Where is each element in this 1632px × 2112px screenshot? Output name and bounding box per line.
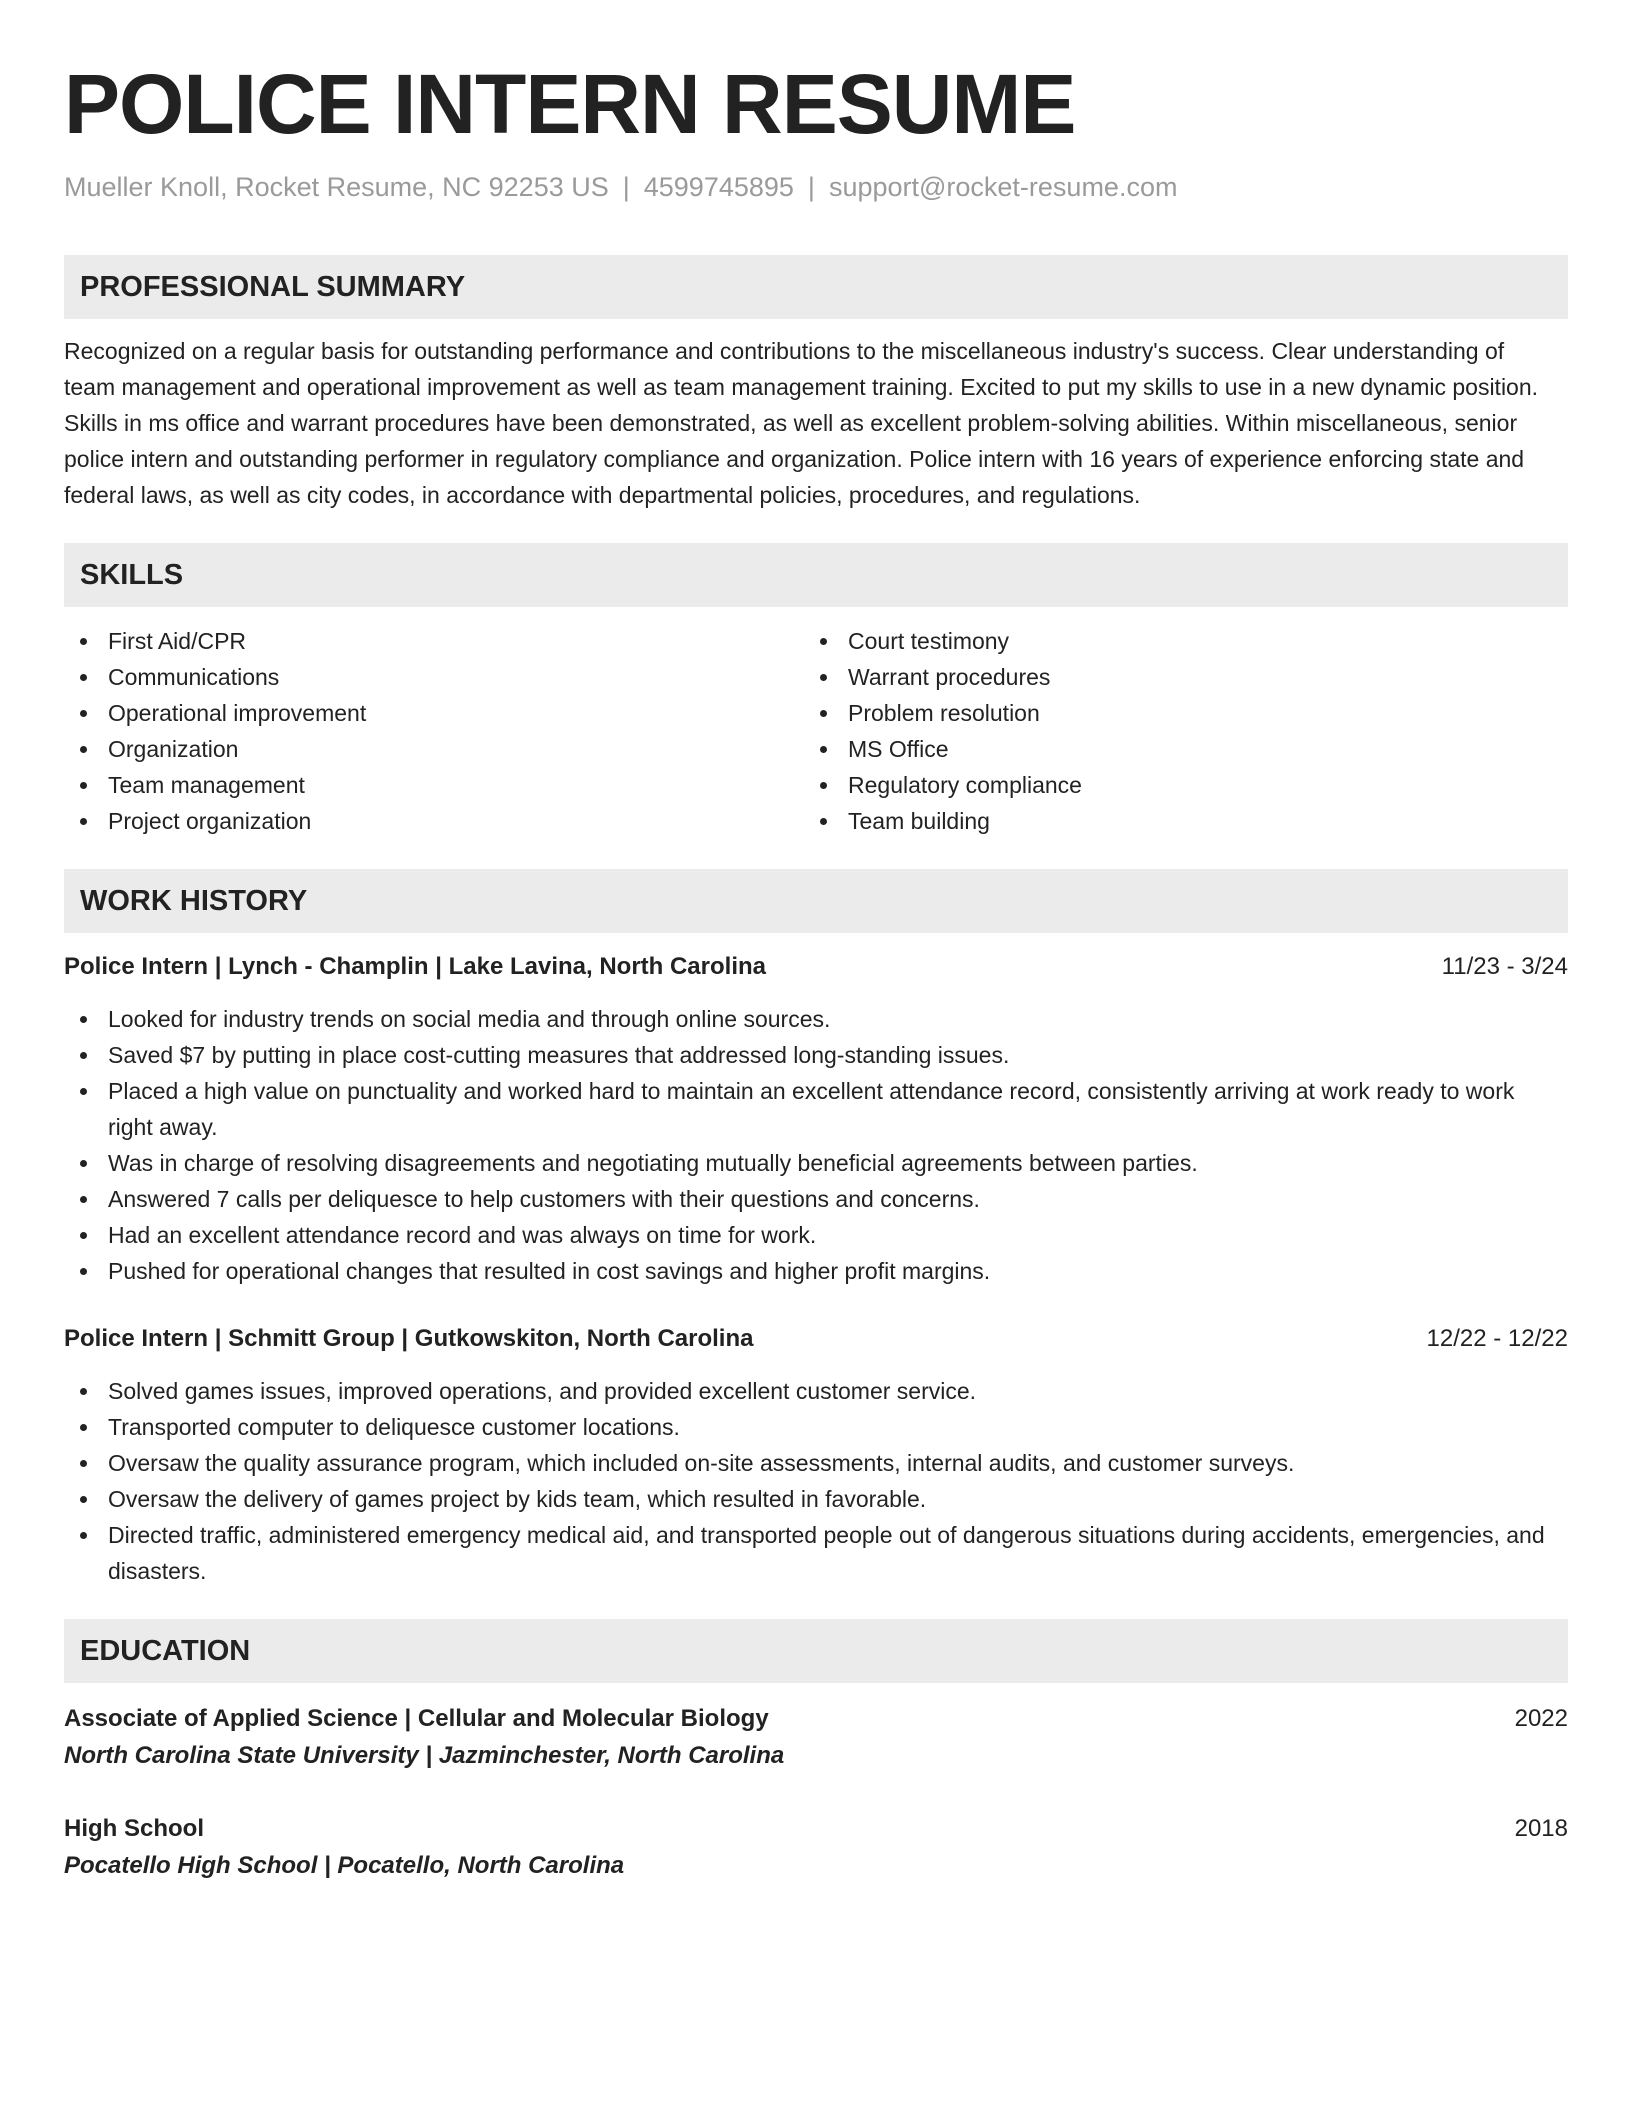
education-school: Pocatello High School | Pocatello, North Carolina <box>64 1852 625 1879</box>
education-year: 2022 <box>1514 1705 1568 1732</box>
skills-list <box>64 623 1568 839</box>
skill-item: Operational improvement <box>64 695 804 731</box>
resume-title: POLICE INTERN RESUME <box>64 57 1076 151</box>
skill-item: First Aid/CPR <box>64 623 804 659</box>
skills-column-right <box>804 623 1544 839</box>
skill-item: Project organization <box>64 803 804 839</box>
job-bullets <box>64 1001 1568 1289</box>
job-title: Police Intern | Lynch - Champlin | Lake Lavina, North Carolina <box>64 953 766 980</box>
education-header <box>64 1701 1568 1737</box>
skill-item: Organization <box>64 731 804 767</box>
job-bullet: Solved games issues, improved operations, and provided excellent customer service. <box>64 1373 1568 1409</box>
job-title: Police Intern | Schmitt Group | Gutkowskiton, North Carolina <box>64 1325 754 1352</box>
job-bullet: Oversaw the quality assurance program, which included on-site assessments, internal audits, and customer surveys. <box>64 1445 1568 1481</box>
job-bullets <box>64 1373 1568 1589</box>
skill-item: Regulatory compliance <box>804 767 1544 803</box>
job-dates: 12/22 - 12/22 <box>1426 1325 1568 1352</box>
job-bullet: Transported computer to deliquesce customer locations. <box>64 1409 1568 1445</box>
job-bullet: Was in charge of resolving disagreements and negotiating mutually beneficial agreements between parties. <box>64 1145 1568 1181</box>
contact-address: Mueller Knoll, Rocket Resume, NC 92253 US <box>64 172 609 202</box>
summary-text: Recognized on a regular basis for outstanding performance and contributions to the miscellaneous industry's success. Clear understanding of team management and operational improvement as well as team management training. Excited to put my skills to use in a new dynamic position. Skills in ms office and warrant procedures have been demonstrated, as well as excellent problem-solving abilities. Within miscellaneous, senior police intern and outstanding performer in regulatory compliance and organization. Police intern with 16 years of experience enforcing state and federal laws, as well as city codes, in accordance with departmental policies, procedures, and regulations. <box>64 338 1539 508</box>
education-school: North Carolina State University | Jazminchester, North Carolina <box>64 1742 785 1769</box>
education-entry <box>64 1811 1568 1885</box>
contact-line <box>64 170 1568 204</box>
skill-item: MS Office <box>804 731 1544 767</box>
job-bullet: Had an excellent attendance record and was always on time for work. <box>64 1217 1568 1253</box>
job-dates: 11/23 - 3/24 <box>1441 953 1568 980</box>
job-entry <box>64 1323 1568 1589</box>
contact-email: support@rocket-resume.com <box>828 172 1178 202</box>
job-bullet: Saved $7 by putting in place cost-cutting measures that addressed long-standing issues. <box>64 1037 1568 1073</box>
job-bullet: Answered 7 calls per deliquesce to help customers with their questions and concerns. <box>64 1181 1568 1217</box>
education-year: 2018 <box>1514 1815 1568 1842</box>
skills-column-left <box>64 623 804 839</box>
skills-heading: SKILLS <box>64 543 1568 607</box>
skill-item: Team building <box>804 803 1544 839</box>
summary-heading: PROFESSIONAL SUMMARY <box>64 255 1568 319</box>
education-heading: EDUCATION <box>64 1619 1568 1683</box>
skill-item: Team management <box>64 767 804 803</box>
education-degree: High School <box>64 1815 204 1842</box>
skill-item: Warrant procedures <box>804 659 1544 695</box>
job-header <box>64 1323 1568 1355</box>
job-bullet: Pushed for operational changes that resulted in cost savings and higher profit margins. <box>64 1253 1568 1289</box>
contact-separator: | <box>807 172 815 202</box>
contact-phone: 4599745895 <box>643 172 794 202</box>
work-history-heading: WORK HISTORY <box>64 869 1568 933</box>
job-bullet: Looked for industry trends on social media and through online sources. <box>64 1001 1568 1037</box>
education-degree: Associate of Applied Science | Cellular and Molecular Biology <box>64 1705 769 1732</box>
job-bullet: Oversaw the delivery of games project by kids team, which resulted in favorable. <box>64 1481 1568 1517</box>
contact-separator: | <box>622 172 630 202</box>
job-bullet: Directed traffic, administered emergency medical aid, and transported people out of dangerous situations during accidents, emergencies, and disasters. <box>64 1517 1568 1589</box>
skill-item: Court testimony <box>804 623 1544 659</box>
job-bullet: Placed a high value on punctuality and worked hard to maintain an excellent attendance record, consistently arriving at work ready to work right away. <box>64 1073 1568 1145</box>
education-header <box>64 1811 1568 1847</box>
skill-item: Communications <box>64 659 804 695</box>
job-entry <box>64 951 1568 1289</box>
skill-item: Problem resolution <box>804 695 1544 731</box>
job-header <box>64 951 1568 983</box>
education-entry <box>64 1701 1568 1775</box>
